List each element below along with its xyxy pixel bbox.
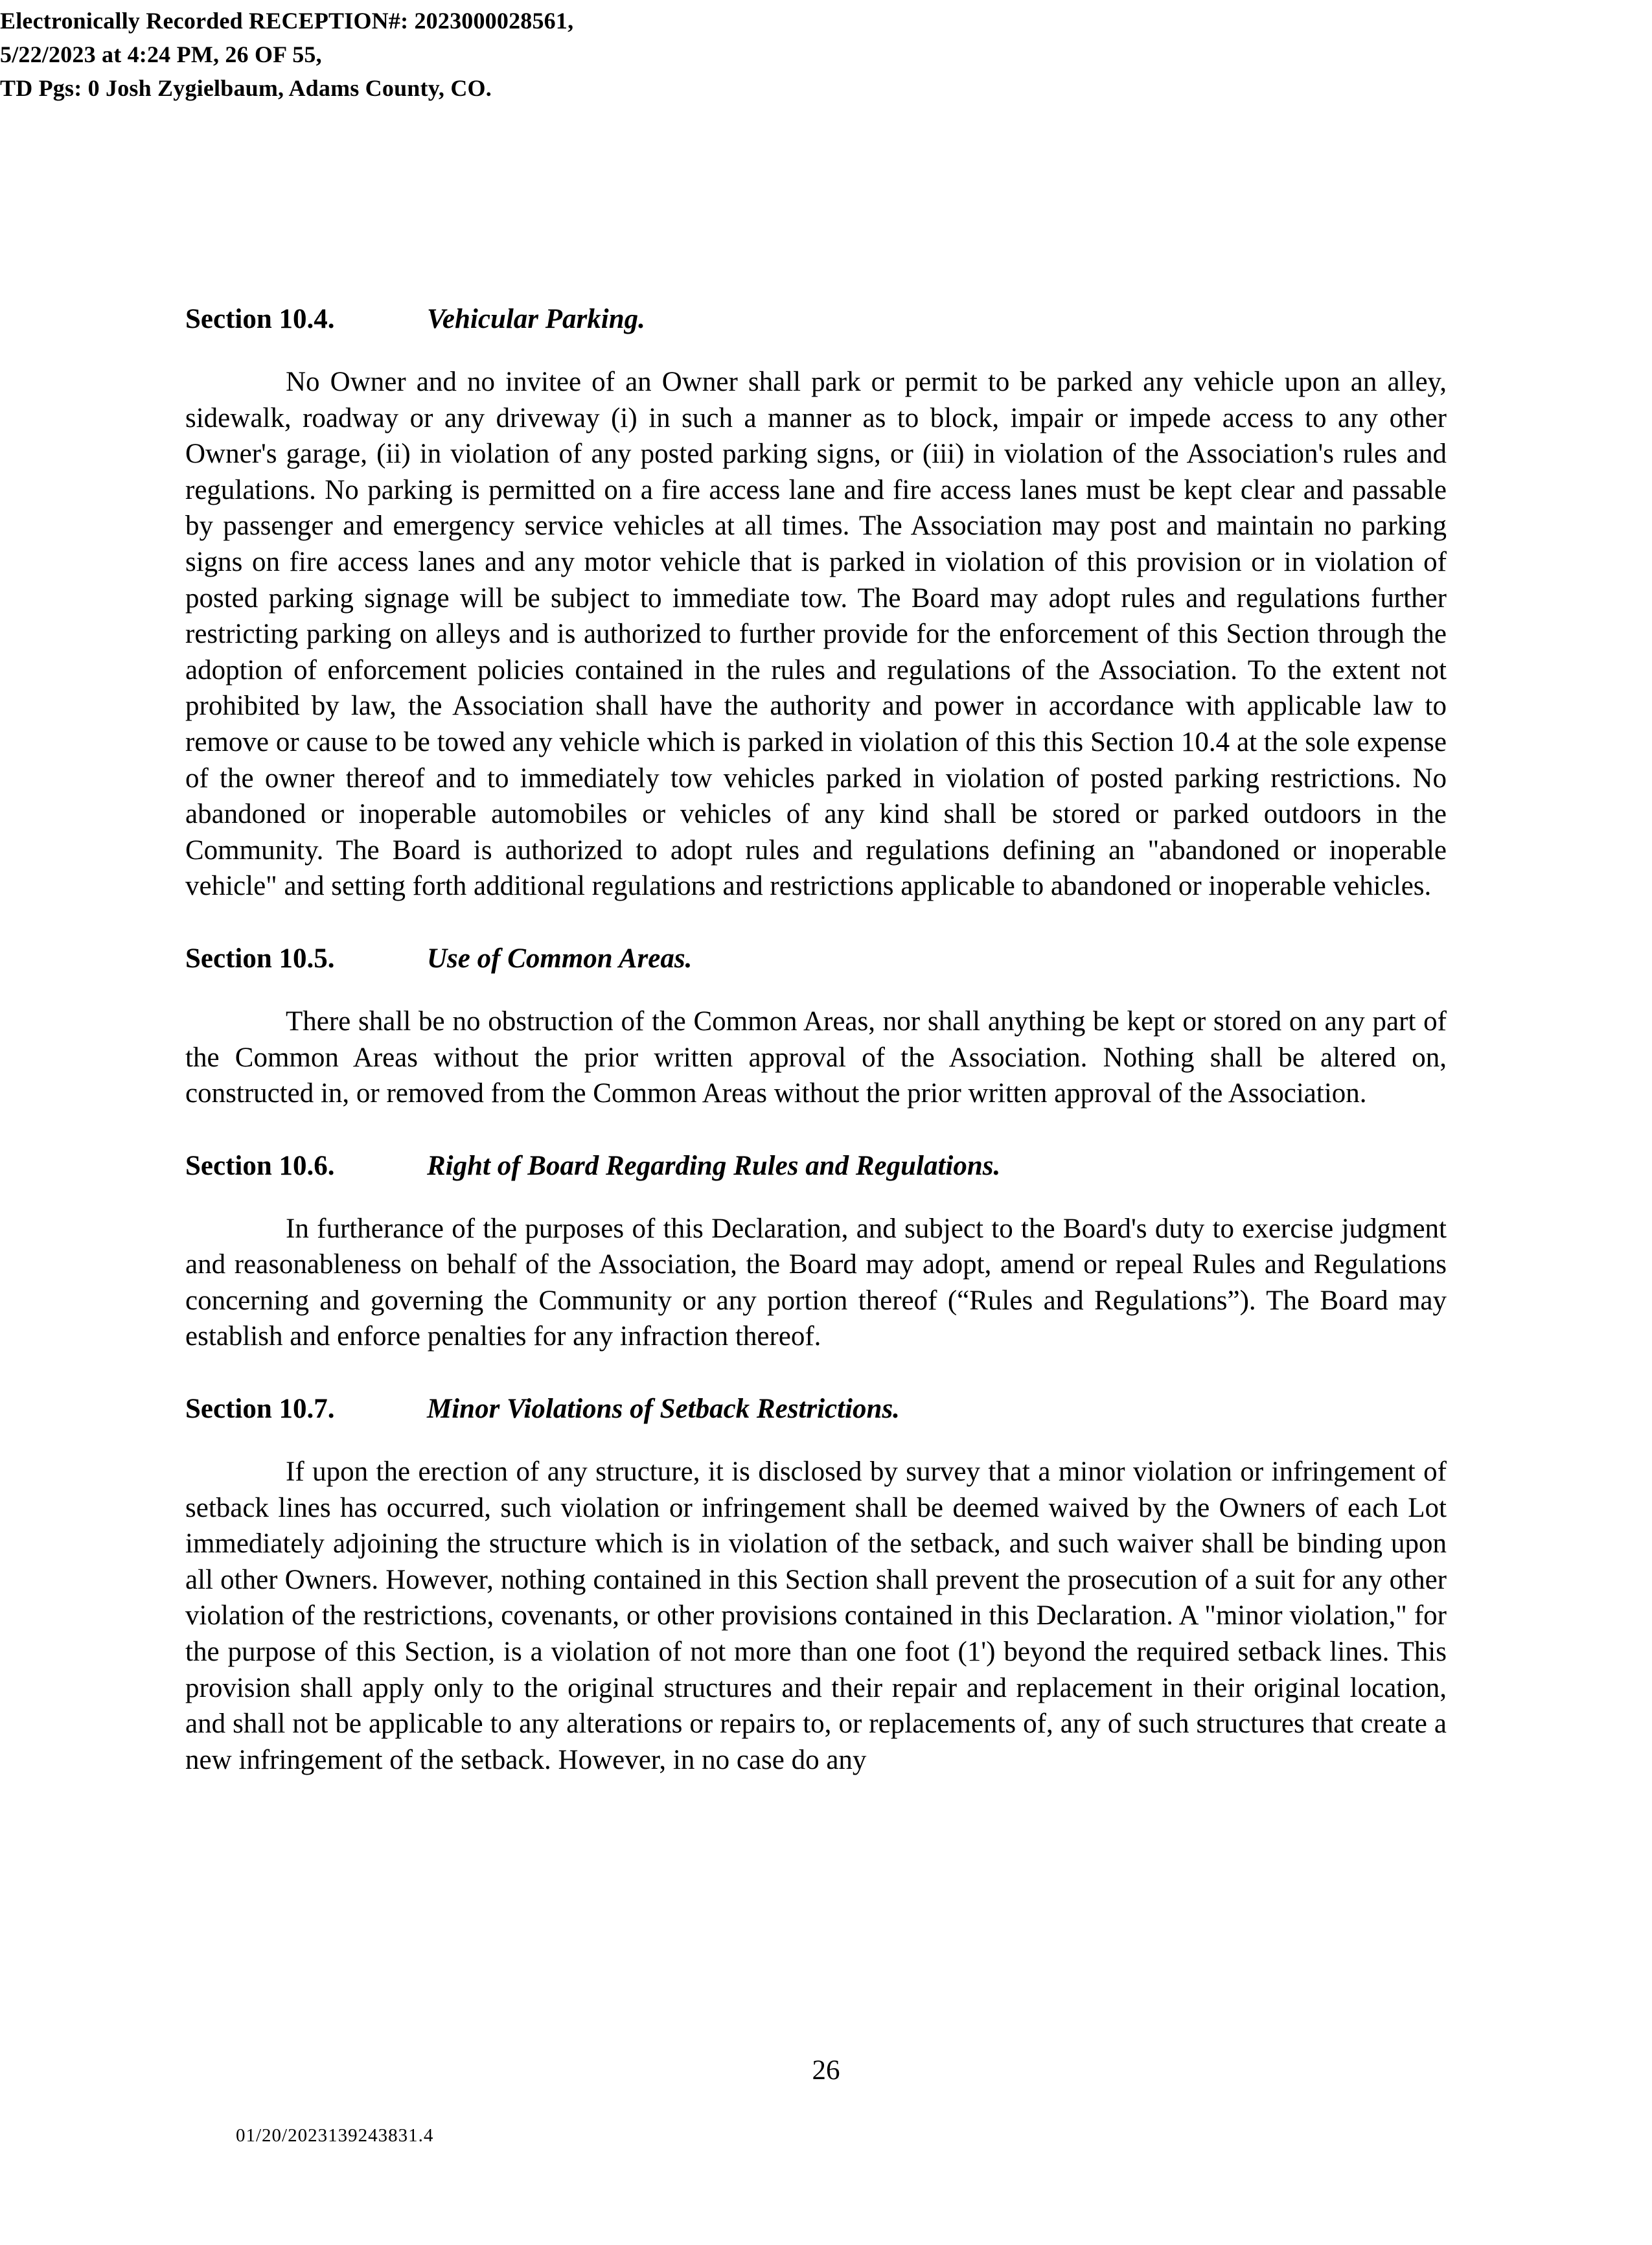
section-10-7 xyxy=(185,1392,1447,1778)
section-paragraph: If upon the erection of any structure, it is disclosed by survey that a minor violation or infringement of setback lines has occurred, such violation or infringement shall be deemed waived by the Owners of each Lot immediately adjoining the structure which is in violation of the setback, and such waiver shall be binding upon all other Owners. However, nothing contained in this Section shall prevent the prosecution of a suit for any other violation of the restrictions, covenants, or other provisions contained in this Declaration. A "minor violation," for the purpose of this Section, is a violation of not more than one foot (1') beyond the required setback lines. This provision shall apply only to the original structures and their repair and replacement in their original location, and shall not be applicable to any alterations or repairs to, or replacements of, any of such structures that create a new infringement of the setback. However, in no case do any xyxy=(185,1456,1447,1775)
section-10-5 xyxy=(185,941,1447,1112)
recording-stamp xyxy=(0,4,573,105)
section-title: Vehicular Parking. xyxy=(427,304,645,334)
section-number: Section 10.5. xyxy=(185,943,335,974)
section-heading xyxy=(185,1149,1447,1184)
section-title: Minor Violations of Setback Restrictions. xyxy=(427,1394,900,1425)
section-paragraph: In furtherance of the purposes of this Declaration, and subject to the Board's duty to exercise judgment and reasonableness on behalf of the Association, the Board may adopt, amend or repeal Rules and Regulations concerning and governing the Community or any portion thereof (“Rules and Regulations”). The Board may establish and enforce penalties for any infraction thereof. xyxy=(185,1213,1447,1352)
section-title: Right of Board Regarding Rules and Regulations. xyxy=(427,1150,1001,1181)
section-heading xyxy=(185,941,1447,976)
section-heading xyxy=(185,1392,1447,1427)
page-number: 26 xyxy=(812,2055,840,2086)
section-title: Use of Common Areas. xyxy=(427,943,693,974)
section-number: Section 10.6. xyxy=(185,1150,335,1181)
recording-stamp-line-1: Electronically Recorded RECEPTION#: 2023000028561, xyxy=(0,8,574,34)
section-10-4 xyxy=(185,302,1447,904)
section-number: Section 10.7. xyxy=(185,1394,335,1425)
recording-stamp-line-3: TD Pgs: 0 Josh Zygielbaum, Adams County, CO. xyxy=(0,75,492,101)
recording-stamp-line-2: 5/22/2023 at 4:24 PM, 26 OF 55, xyxy=(0,41,322,67)
section-paragraph: There shall be no obstruction of the Common Areas, nor shall anything be kept or stored on any part of the Common Areas without the prior written approval of the Association. Nothing shall be altered on, constructed in, or removed from the Common Areas without the prior written approval of the Association. xyxy=(185,1006,1447,1109)
document-body xyxy=(185,302,1447,1778)
section-number: Section 10.4. xyxy=(185,304,335,334)
section-10-6 xyxy=(185,1149,1447,1355)
section-heading xyxy=(185,302,1447,337)
section-paragraph: No Owner and no invitee of an Owner shall park or permit to be parked any vehicle upon an alley, sidewalk, roadway or any driveway (i) in such a manner as to block, impair or impede access to any other Owner's garage, (ii) in violation of any posted parking signs, or (iii) in violation of the Association's rules and regulations. No parking is permitted on a fire access lane and fire access lanes must be kept clear and passable by passenger and emergency service vehicles at all times. The Association may post and maintain no parking signs on fire access lanes and any motor vehicle that is parked in violation of this provision or in violation of posted parking signage will be subject to immediate tow. The Board may adopt rules and regulations further restricting parking on alleys and is authorized to further provide for the enforcement of this Section through the adoption of enforcement policies contained in the rules and regulations of the Association. To the extent not prohibited by law, the Association shall have the authority and power in accordance with applicable law to remove or cause to be towed any vehicle which is parked in violation of this this Section 10.4 at the sole expense of the owner thereof and to immediately tow vehicles parked in violation of posted parking restrictions. No abandoned or inoperable automobiles or vehicles of any kind shall be stored or parked outdoors in the Community. The Board is authorized to adopt rules and regulations defining an "abandoned or inoperable vehicle" and setting forth additional regulations and restrictions applicable to abandoned or inoperable vehicles. xyxy=(185,367,1447,902)
document-id: 01/20/2023139243831.4 xyxy=(236,2125,434,2146)
